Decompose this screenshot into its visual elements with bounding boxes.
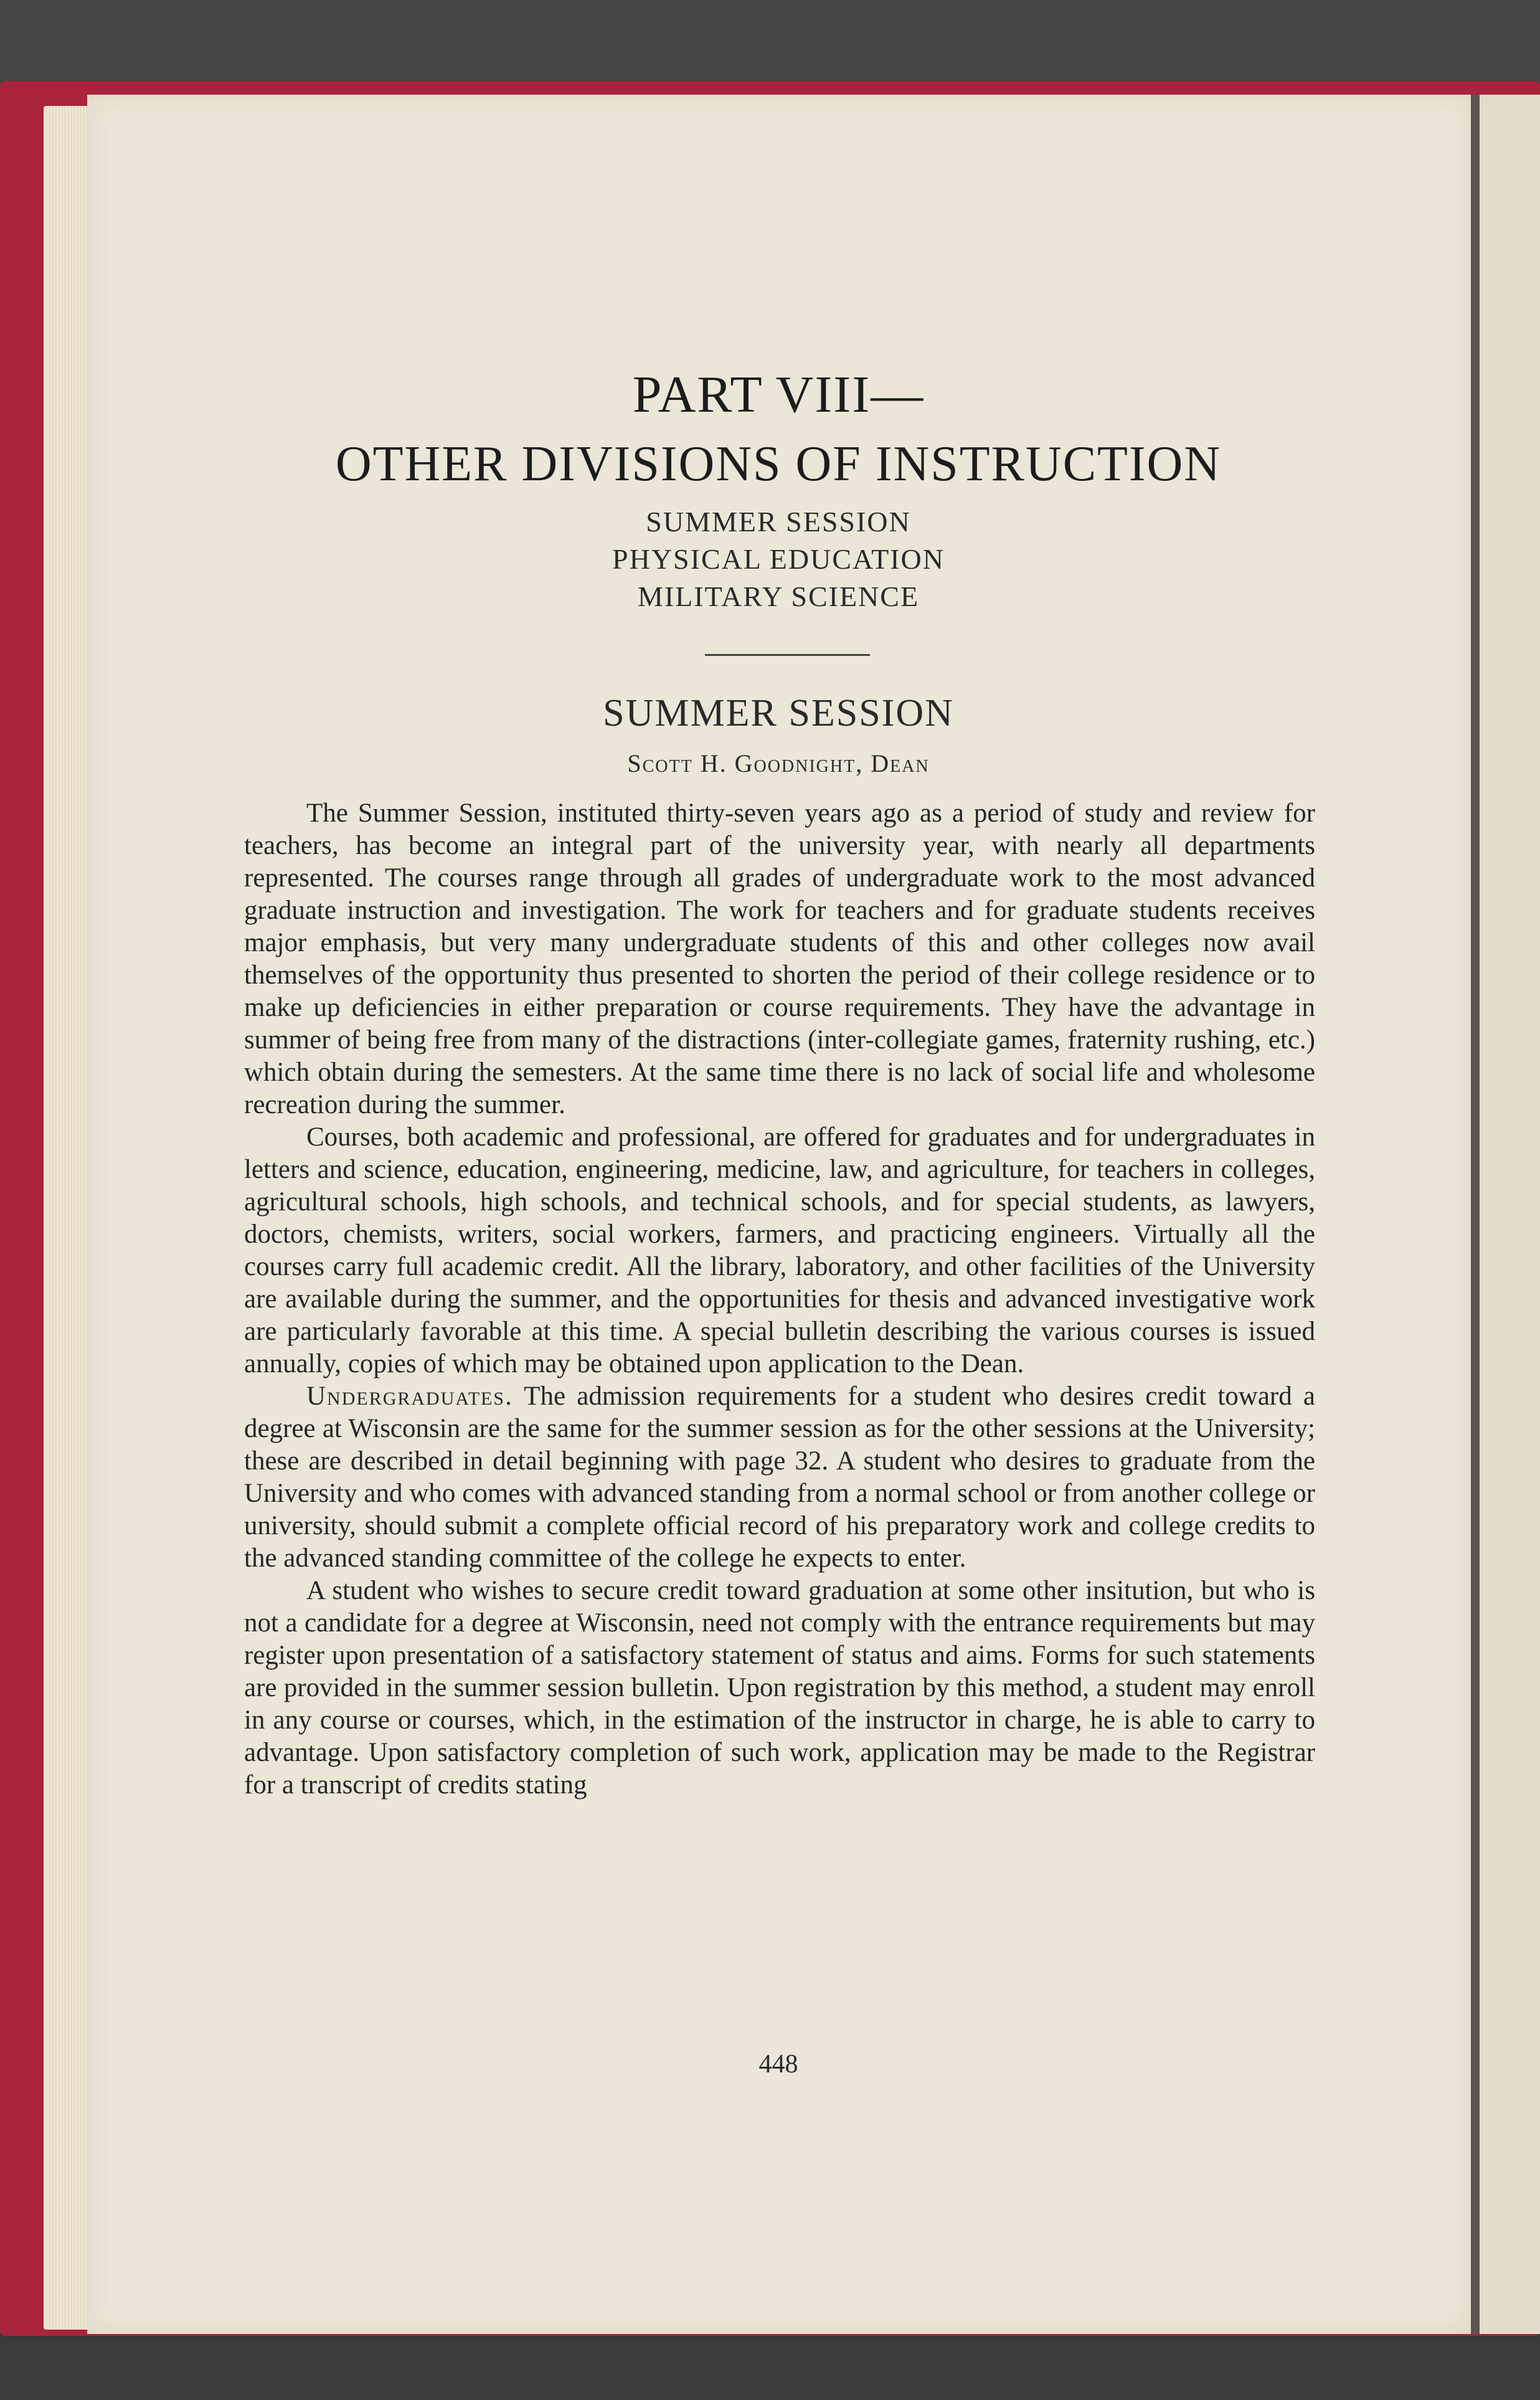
section-title: SUMMER SESSION xyxy=(603,692,954,734)
paragraph xyxy=(244,1380,1315,1575)
divider-rule xyxy=(705,654,870,656)
paragraph-text: A student who wishes to secure credit toward graduation at some other insitution, but who is not a candidate for a degree at Wisconsin, need not comply with the entrance requirements but may register upon presentation of a satisfactory statement of status and aims. Forms for such statements are provided in the summer session bulletin. Upon registration by this method, a student may enroll in any course or courses, which, in the estimation of the instructor in charge, he is able to carry to advantage. Upon satisfactory completion of such work, application may be made to the Registrar for a transcript of credits stating xyxy=(244,1576,1315,1800)
paragraph-text: The Summer Session, instituted thirty-seven years ago as a period of study and review for teachers, has become an integral part of the university year, with nearly all departments represented. The courses range through all grades of undergraduate work to the most advanced graduate instruction and investigation. The work for teachers and for graduate students receives major emphasis, but very many undergraduate students of this and other colleges now avail themselves of the opportunity thus presented to shorten the period of their college residence or to make up deficiencies in either preparation or course requirements. They have the advantage in summer of being free from many of the distractions (inter-collegiate games, fraternity rushing, etc.) which obtain during the semesters. At the same time there is no lack of social life and wholesome recreation during the summer. xyxy=(244,799,1315,1119)
background-top xyxy=(0,0,1540,93)
subtitle-summer-session: SUMMER SESSION xyxy=(646,506,911,538)
divisions-title: OTHER DIVISIONS OF INSTRUCTION xyxy=(335,437,1222,491)
subtitle-physical-education: PHYSICAL EDUCATION xyxy=(612,543,945,575)
body-text xyxy=(244,797,1315,1801)
paragraph-text: The admission requirements for a student who desires credit toward a degree at Wisconsin are the same for the summer session as for the other sessions at the University; these are described in detail beginning with page 32. A student who desires to graduate from the University and who comes with advanced standing from a normal school or from another college or university, should submit a complete official record of his preparatory work and college credits to the advanced standing committee of the college he expects to enter. xyxy=(244,1382,1315,1573)
paragraph-text: Courses, both academic and professional, are offered for graduates and for undergraduates in letters and science, education, engineering, medicine, law, and agriculture, for teachers in colleges, agricultural schools, high schools, and technical schools, and for special students, as lawyers, doctors, chemists, writers, social workers, farmers, and practicing engineers. Virtually all the courses carry full academic credit. All the library, laboratory, and other facilities of the University are available during the summer, and the opportunities for thesis and advanced investigative work are particularly favorable at this time. A special bulletin describing the various courses is issued annually, copies of which may be obtained upon application to the Dean. xyxy=(244,1122,1315,1378)
background-bottom xyxy=(0,2342,1540,2400)
paragraph xyxy=(244,1575,1315,1801)
part-title: PART VIII— xyxy=(632,366,925,424)
subtitle-list xyxy=(436,503,1121,615)
paragraph xyxy=(244,1121,1315,1380)
page-number: 448 xyxy=(758,2050,798,2079)
paragraph xyxy=(244,797,1315,1121)
subtitle-military-science: MILITARY SCIENCE xyxy=(637,581,920,612)
paragraph-lead: Undergraduates. xyxy=(306,1382,513,1411)
section-dean: Scott H. Goodnight, Dean xyxy=(627,749,930,777)
adjacent-page xyxy=(1471,95,1540,2334)
